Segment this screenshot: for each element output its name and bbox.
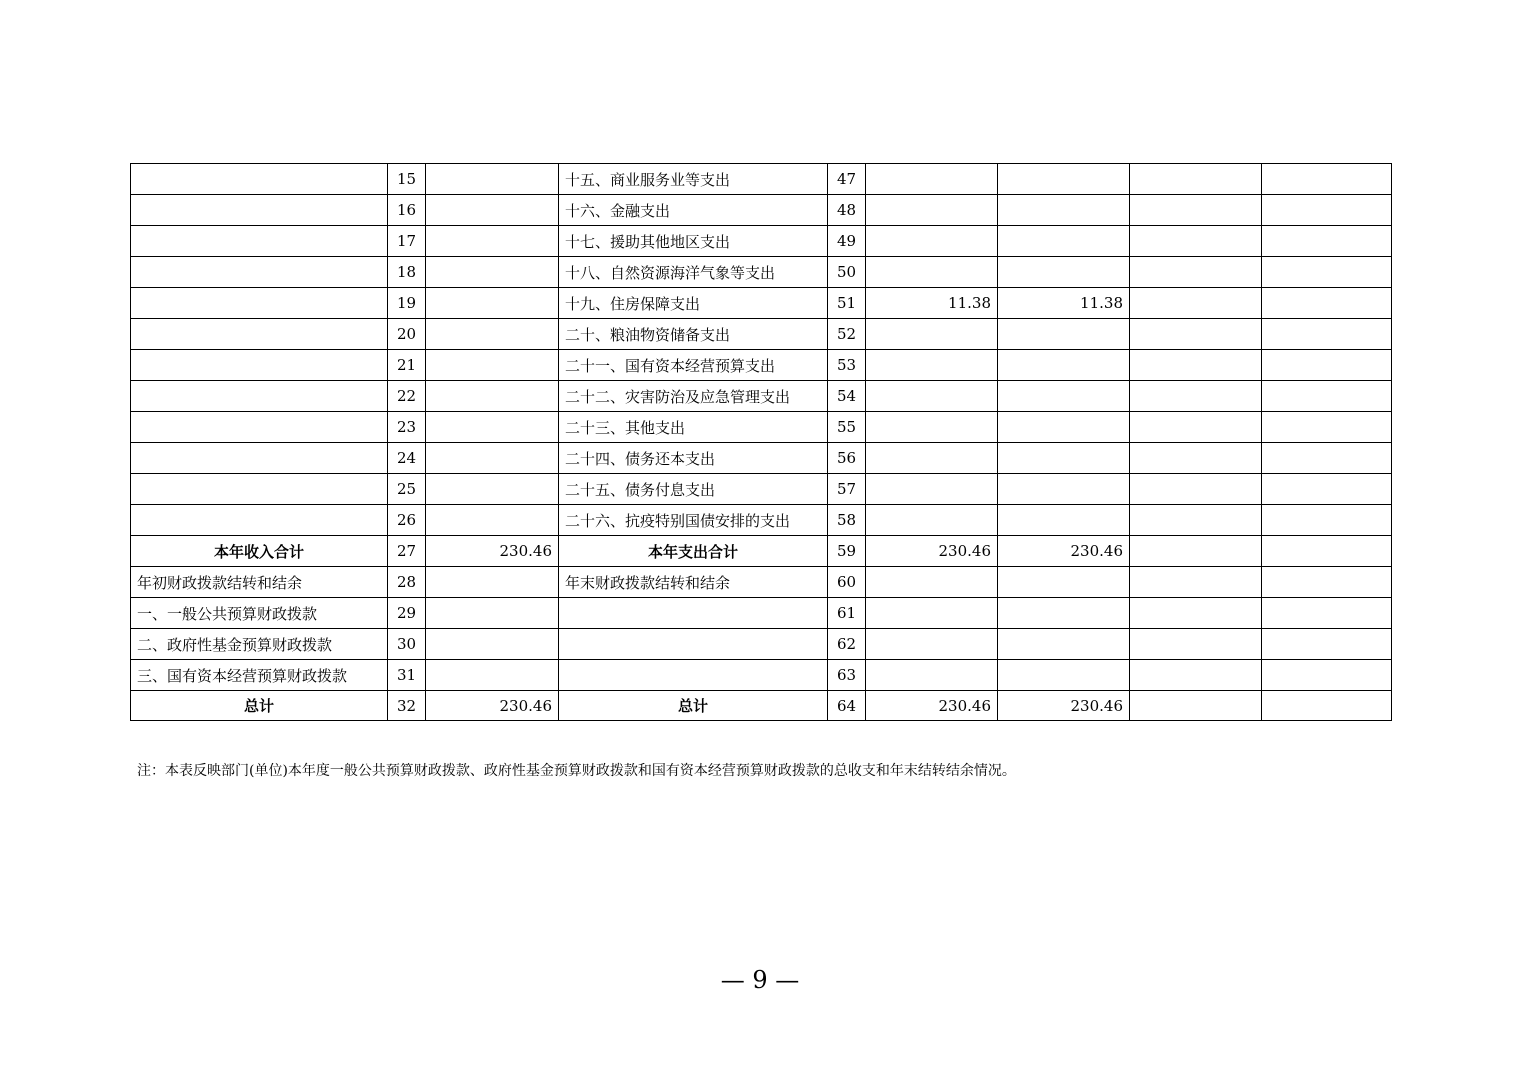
expense-row-number-cell: 57 [828,474,866,505]
expense-amount-cell [866,350,998,381]
state-capital-budget-cell [1262,412,1392,443]
state-capital-budget-cell [1262,474,1392,505]
fund-budget-cell [1130,350,1262,381]
table-row [131,660,1392,691]
general-budget-cell [998,412,1130,443]
state-capital-budget-cell [1262,381,1392,412]
expense-item-cell: 二十二、灾害防治及应急管理支出 [559,381,828,412]
state-capital-budget-cell [1262,660,1392,691]
expense-row-number-cell: 50 [828,257,866,288]
state-capital-budget-cell [1262,691,1392,721]
fund-budget-cell [1130,195,1262,226]
fund-budget-cell [1130,226,1262,257]
fund-budget-cell [1130,319,1262,350]
state-capital-budget-cell [1262,505,1392,536]
expense-item-cell: 二十六、抗疫特别国债安排的支出 [559,505,828,536]
fund-budget-cell [1130,288,1262,319]
table-row [131,350,1392,381]
income-amount-cell [426,474,559,505]
fund-budget-cell [1130,536,1262,567]
table-row [131,505,1392,536]
fund-budget-cell [1130,567,1262,598]
income-item-cell [131,319,388,350]
table-row [131,629,1392,660]
income-amount-cell [426,567,559,598]
fund-budget-cell [1130,412,1262,443]
general-budget-cell [998,226,1130,257]
table-row [131,536,1392,567]
fund-budget-cell [1130,164,1262,195]
table-row [131,257,1392,288]
income-amount-cell [426,288,559,319]
income-row-number-cell: 32 [388,691,426,721]
income-amount-cell [426,350,559,381]
fund-budget-cell [1130,660,1262,691]
state-capital-budget-cell [1262,443,1392,474]
expense-row-number-cell: 61 [828,598,866,629]
state-capital-budget-cell [1262,257,1392,288]
income-row-number-cell: 22 [388,381,426,412]
income-item-cell [131,474,388,505]
expense-row-number-cell: 56 [828,443,866,474]
state-capital-budget-cell [1262,319,1392,350]
income-amount-cell [426,629,559,660]
income-row-number-cell: 31 [388,660,426,691]
expense-item-cell: 二十一、国有资本经营预算支出 [559,350,828,381]
fund-budget-cell [1130,443,1262,474]
expense-row-number-cell: 62 [828,629,866,660]
expense-row-number-cell: 64 [828,691,866,721]
fund-budget-cell [1130,629,1262,660]
income-item-cell [131,226,388,257]
expense-amount-cell [866,660,998,691]
income-row-number-cell: 29 [388,598,426,629]
general-budget-cell [998,257,1130,288]
expense-amount-cell [866,629,998,660]
expense-amount-cell [866,319,998,350]
general-budget-cell [998,443,1130,474]
expense-item-cell: 二十四、债务还本支出 [559,443,828,474]
expense-amount-cell [866,226,998,257]
income-item-cell [131,412,388,443]
budget-table [130,163,1392,721]
general-budget-cell [998,164,1130,195]
income-amount-cell [426,164,559,195]
expense-item-cell: 本年支出合计 [559,536,828,567]
expense-row-number-cell: 55 [828,412,866,443]
expense-row-number-cell: 48 [828,195,866,226]
income-row-number-cell: 17 [388,226,426,257]
table-row [131,443,1392,474]
income-item-cell: 年初财政拨款结转和结余 [131,567,388,598]
income-amount-cell [426,381,559,412]
fund-budget-cell [1130,691,1262,721]
fund-budget-cell [1130,381,1262,412]
expense-item-cell: 二十三、其他支出 [559,412,828,443]
income-item-cell: 总计 [131,691,388,721]
income-amount-cell: 230.46 [426,691,559,721]
state-capital-budget-cell [1262,288,1392,319]
table-row [131,288,1392,319]
fund-budget-cell [1130,505,1262,536]
income-amount-cell [426,319,559,350]
table-row [131,567,1392,598]
expense-item-cell: 十八、自然资源海洋气象等支出 [559,257,828,288]
income-amount-cell [426,412,559,443]
expense-item-cell [559,598,828,629]
state-capital-budget-cell [1262,629,1392,660]
expense-item-cell: 十五、商业服务业等支出 [559,164,828,195]
general-budget-cell [998,660,1130,691]
income-row-number-cell: 24 [388,443,426,474]
income-row-number-cell: 27 [388,536,426,567]
expense-amount-cell [866,505,998,536]
expense-row-number-cell: 63 [828,660,866,691]
income-item-cell [131,443,388,474]
income-row-number-cell: 21 [388,350,426,381]
state-capital-budget-cell [1262,536,1392,567]
expense-row-number-cell: 47 [828,164,866,195]
expense-item-cell: 十九、住房保障支出 [559,288,828,319]
expense-row-number-cell: 51 [828,288,866,319]
income-row-number-cell: 20 [388,319,426,350]
state-capital-budget-cell [1262,350,1392,381]
expense-item-cell: 十七、援助其他地区支出 [559,226,828,257]
income-row-number-cell: 25 [388,474,426,505]
income-item-cell [131,505,388,536]
general-budget-cell [998,350,1130,381]
table-body [131,164,1392,721]
expense-amount-cell: 230.46 [866,691,998,721]
expense-amount-cell [866,164,998,195]
table-row [131,412,1392,443]
expense-amount-cell [866,474,998,505]
expense-amount-cell [866,567,998,598]
general-budget-cell [998,629,1130,660]
table-row [131,691,1392,721]
general-budget-cell [998,195,1130,226]
expense-item-cell [559,629,828,660]
expense-amount-cell [866,195,998,226]
expense-amount-cell [866,443,998,474]
fund-budget-cell [1130,474,1262,505]
page-number: — 9 — [720,966,800,994]
expense-item-cell: 年末财政拨款结转和结余 [559,567,828,598]
general-budget-cell [998,567,1130,598]
expense-row-number-cell: 54 [828,381,866,412]
general-budget-cell: 230.46 [998,691,1130,721]
income-item-cell: 二、政府性基金预算财政拨款 [131,629,388,660]
state-capital-budget-cell [1262,598,1392,629]
expense-row-number-cell: 59 [828,536,866,567]
state-capital-budget-cell [1262,567,1392,598]
expense-amount-cell [866,257,998,288]
income-row-number-cell: 16 [388,195,426,226]
general-budget-cell: 230.46 [998,536,1130,567]
expense-amount-cell [866,412,998,443]
expense-row-number-cell: 52 [828,319,866,350]
income-amount-cell [426,226,559,257]
income-row-number-cell: 15 [388,164,426,195]
table-row [131,226,1392,257]
general-budget-cell: 11.38 [998,288,1130,319]
fund-budget-cell [1130,257,1262,288]
table-row [131,474,1392,505]
income-amount-cell [426,443,559,474]
table-row [131,381,1392,412]
expense-item-cell: 十六、金融支出 [559,195,828,226]
income-item-cell [131,288,388,319]
table-row [131,598,1392,629]
general-budget-cell [998,505,1130,536]
general-budget-cell [998,381,1130,412]
table-row [131,319,1392,350]
income-item-cell [131,381,388,412]
table-row [131,195,1392,226]
income-item-cell: 一、一般公共预算财政拨款 [131,598,388,629]
income-item-cell: 三、国有资本经营预算财政拨款 [131,660,388,691]
expense-item-cell: 二十五、债务付息支出 [559,474,828,505]
expense-item-cell: 总计 [559,691,828,721]
expense-row-number-cell: 49 [828,226,866,257]
expense-row-number-cell: 58 [828,505,866,536]
income-amount-cell [426,257,559,288]
income-amount-cell [426,505,559,536]
expense-row-number-cell: 53 [828,350,866,381]
income-row-number-cell: 18 [388,257,426,288]
income-row-number-cell: 30 [388,629,426,660]
income-amount-cell: 230.46 [426,536,559,567]
general-budget-cell [998,598,1130,629]
income-amount-cell [426,660,559,691]
expense-amount-cell: 11.38 [866,288,998,319]
income-item-cell [131,257,388,288]
fund-budget-cell [1130,598,1262,629]
table-note: 注：本表反映部门(单位)本年度一般公共预算财政拨款、政府性基金预算财政拨款和国有资本经营预算财政拨款的总收支和年末结转结余情况。 [137,763,1016,779]
expense-amount-cell [866,381,998,412]
income-row-number-cell: 23 [388,412,426,443]
expense-amount-cell: 230.46 [866,536,998,567]
expense-item-cell: 二十、粮油物资储备支出 [559,319,828,350]
income-amount-cell [426,598,559,629]
income-item-cell [131,195,388,226]
state-capital-budget-cell [1262,195,1392,226]
general-budget-cell [998,319,1130,350]
income-item-cell [131,350,388,381]
income-row-number-cell: 28 [388,567,426,598]
income-item-cell [131,164,388,195]
income-row-number-cell: 26 [388,505,426,536]
state-capital-budget-cell [1262,226,1392,257]
general-budget-cell [998,474,1130,505]
expense-amount-cell [866,598,998,629]
income-amount-cell [426,195,559,226]
expense-item-cell [559,660,828,691]
income-item-cell: 本年收入合计 [131,536,388,567]
expense-row-number-cell: 60 [828,567,866,598]
table-row [131,164,1392,195]
state-capital-budget-cell [1262,164,1392,195]
income-row-number-cell: 19 [388,288,426,319]
